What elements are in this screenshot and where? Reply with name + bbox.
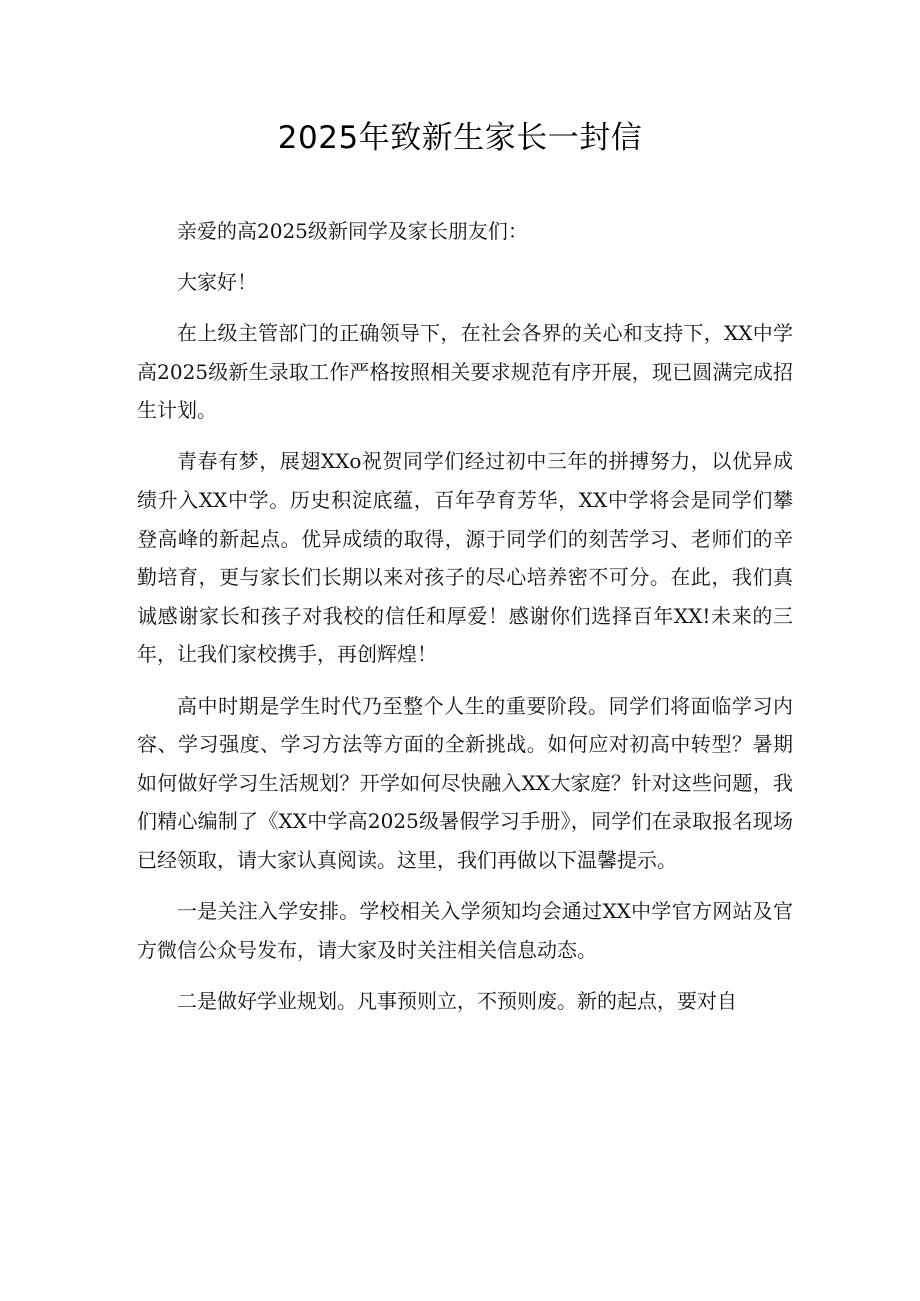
salutation: 亲爱的高2025级新同学及家长朋友们： (177, 219, 528, 243)
document-title: 2025年致新生家长一封信 (277, 120, 643, 156)
paragraph-tip-two: 二是做好学业规划。凡事预则立，不预则废。新的起点，要对自 (177, 988, 737, 1013)
letter-body (137, 212, 793, 1033)
paragraph-congratulations: 青春有梦，展翅XXo祝贺同学们经过初中三年的拼搏努力，以优异成绩升入XX中学。历史积淀底蕴，百年孕育芳华，XX中学将会是同学们攀登高峰的新起点。优异成绩的取得，源于同学们的刻苦学习、老师们的辛勤培育，更与家长们长期以来对孩子的尽心培养密不可分。在此，我们真诚感谢家长和孩子对我校的信任和厚爱！感谢你们选择百年XX!未来的三年，让我们家校携手，再创辉煌！ (137, 449, 793, 667)
paragraph-high-school-stage: 高中时期是学生时代乃至整个人生的重要阶段。同学们将面临学习内容、学习强度、学习方法等方面的全新挑战。如何应对初高中转型？暑期如何做好学习生活规划？开学如何尽快融入XX大家庭？针对这些问题，我们精心编制了《XX中学高2025级暑假学习手册》，同学们在录取报名现场已经领取，请大家认真阅读。这里，我们再做以下温馨提示。 (137, 693, 793, 872)
paragraph-tip-one: 一是关注入学安排。学校相关入学须知均会通过XX中学官方网站及官方微信公众号发布，请大家及时关注相关信息动态。 (137, 899, 793, 962)
greeting: 大家好！ (177, 270, 257, 295)
paragraph-enrollment: 在上级主管部门的正确领导下，在社会各界的关心和支持下，XX中学高2025级新生录取工作严格按照相关要求规范有序开展，现已圆满完成招生计划。 (137, 321, 793, 423)
